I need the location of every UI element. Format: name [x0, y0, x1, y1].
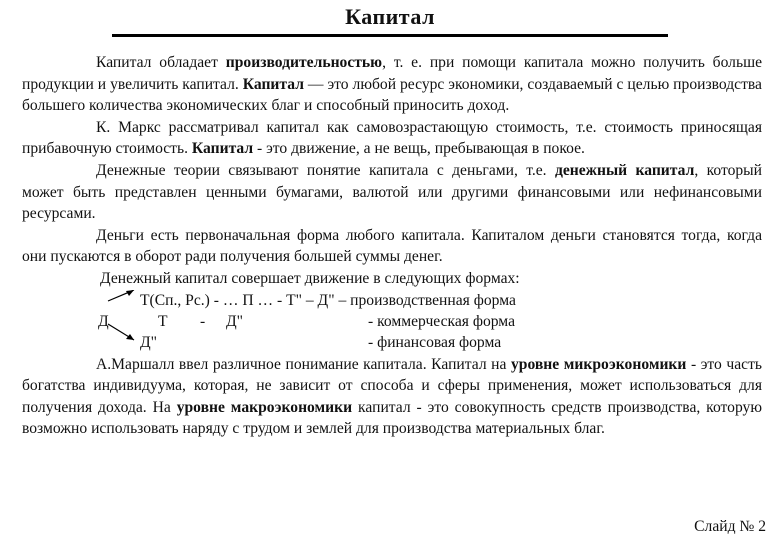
capital-circulation-formula [22, 290, 762, 354]
p1-text-e: — это любой ресурс экономики, создаваемый с целью производства большего количества экономических благ и способный приносить доход. [22, 75, 762, 115]
p3-bold-term: денежный капитал [554, 161, 695, 179]
formula-money-increment-bottom: Д" [140, 333, 158, 351]
paragraph-4: Деньги есть первоначальная форма любого капитала. Капиталом деньги становятся тогда, когда они пускаются в оборот ради получения большей суммы денег. [22, 226, 762, 266]
title-underline [112, 34, 668, 37]
paragraph-6 [22, 354, 762, 440]
p6-text-c: - это часть богатства индивидуума, которая, не зависит от способа и сферы применения, может использоваться для получения дохода. На [22, 355, 762, 416]
p6-text-a: А.Маршалл ввел различное понимание капитала. Капитал на [96, 355, 511, 373]
formula-production: Т(Сп., Рс.) - … П … - Т" – Д" – производственная форма [140, 291, 516, 309]
formula-money: Д [98, 312, 109, 330]
p6-bold-macro: уровне макроэкономики [176, 398, 353, 416]
p6-bold-micro: уровне микроэкономики [511, 355, 687, 373]
paragraph-1 [22, 52, 762, 117]
formula-financial-label: - финансовая форма [368, 333, 502, 351]
p1-text-a: Капитал обладает [96, 54, 226, 71]
p1-bold-capital: Капитал [242, 75, 304, 93]
paragraph-3 [22, 160, 762, 225]
p3-text-a: Денежные теории связывают понятие капитала с деньгами, т.е. [96, 161, 555, 179]
formula-money-increment: Д" [226, 312, 244, 330]
p1-bold-term: производительностью [225, 54, 383, 71]
slide-body [22, 52, 762, 440]
paragraph-2 [22, 117, 762, 160]
p2-text-c: - это движение, а не вещь, пребывающая в покое. [253, 140, 585, 158]
slide-title: Капитал [345, 4, 435, 29]
slide-number: Слайд № 2 [694, 518, 766, 535]
formula-commercial-label: - коммерческая форма [368, 312, 515, 330]
p1-text-c: , т. е. при помощи капитала можно получить больше продукции и увеличить капитал. [22, 54, 762, 93]
p2-bold-capital: Капитал [191, 140, 254, 158]
p2-text-a: К. Маркс рассматривал капитал как самовозрастающую стоимость, т.е. стоимость приносящая прибавочную стоимость. [22, 118, 762, 158]
formula-dash: - [200, 312, 206, 330]
paragraph-5: Денежный капитал совершает движение в следующих формах: [100, 269, 520, 287]
p6-text-e: капитал - это совокупность средств производства, которую возможно использовать наряду с трудом и землей для производства материальных благ. [22, 398, 762, 438]
formula-goods: Т [158, 312, 168, 330]
p3-text-c: , который может быть представлен ценными бумагами, валютой или другими финансовыми или нефинансовыми ресурсами. [22, 161, 762, 223]
